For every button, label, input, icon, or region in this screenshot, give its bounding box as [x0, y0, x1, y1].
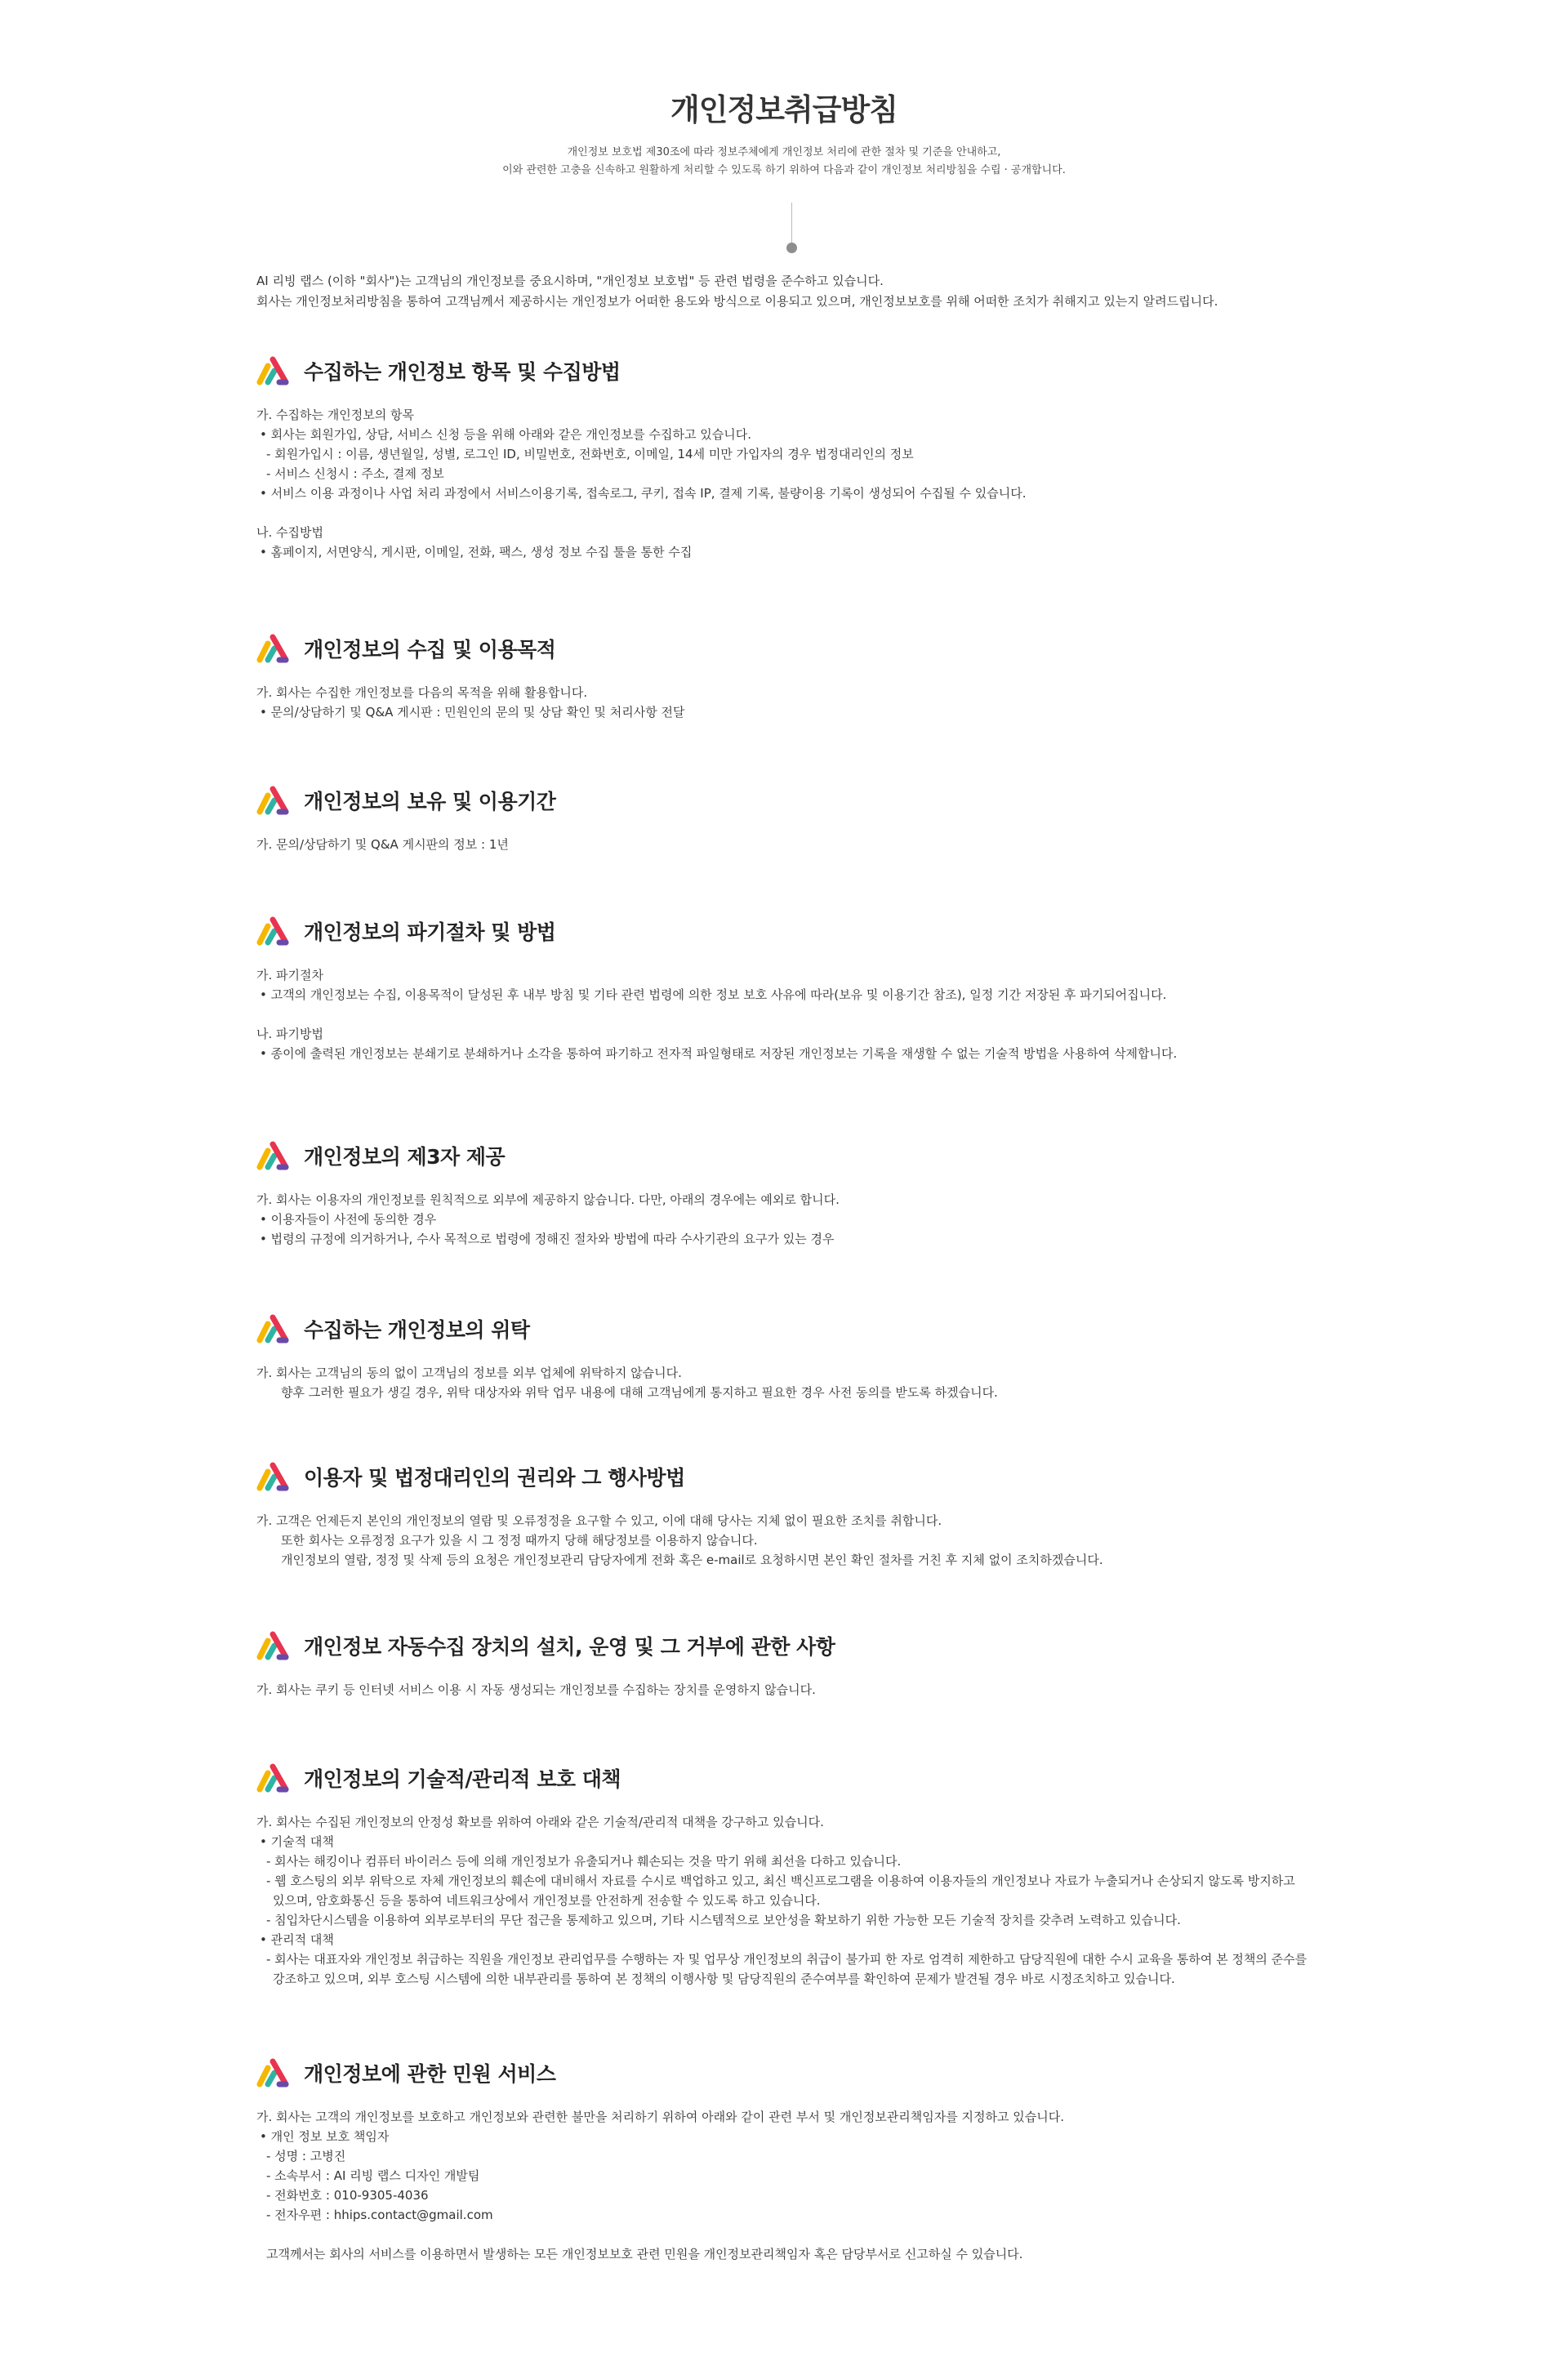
section-body — [256, 1680, 1334, 1700]
section-line: 가. 회사는 고객님의 동의 없이 고객님의 정보를 외부 업체에 위탁하지 않습니다. — [256, 1366, 682, 1380]
spacer — [256, 2225, 1334, 2244]
section-header — [256, 1628, 1334, 1664]
brand-logo-icon — [256, 784, 291, 817]
section-line: • 법령의 규정에 의거하거나, 수사 목적으로 법령에 정해진 절차와 방법에 따라 수사기관의 요구가 있는 경우 — [260, 1232, 835, 1246]
brand-logo-icon — [256, 632, 291, 665]
brand-logo-icon — [256, 1762, 291, 1794]
section-line: 가. 회사는 수집한 개인정보를 다음의 목적을 위해 활용합니다. — [256, 685, 588, 700]
section-line: 있으며, 암호화통신 등을 통하여 네트워크상에서 개인정보를 안전하게 전송할 수 있도록 하고 있습니다. — [273, 1893, 821, 1908]
section-line: 나. 수집방법 — [256, 525, 323, 540]
header-divider-line — [791, 203, 792, 243]
policy-section — [256, 631, 1334, 722]
section-title: 개인정보의 제3자 제공 — [304, 1145, 506, 1169]
section-header — [256, 1138, 1334, 1174]
section-line: - 소속부서 : AI 리빙 랩스 디자인 개발팀 — [266, 2168, 480, 2183]
section-body — [256, 405, 1334, 562]
section-line: 가. 회사는 이용자의 개인정보를 원칙적으로 외부에 제공하지 않습니다. 다만, 아래의 경우에는 예외로 합니다. — [256, 1192, 840, 1207]
section-line: • 기술적 대책 — [260, 1834, 334, 1849]
intro-line: 회사는 개인정보처리방침을 통하여 고객님께서 제공하시는 개인정보가 어떠한 용도와 방식으로 이용되고 있으며, 개인정보보호를 위해 어떠한 조치가 취해지고 있는지 알려드립니다. — [256, 294, 1218, 309]
brand-logo-icon — [256, 1460, 291, 1493]
section-title: 개인정보의 수집 및 이용목적 — [304, 638, 556, 662]
section-title: 개인정보에 관한 민원 서비스 — [304, 2062, 556, 2086]
section-line: - 회사는 해킹이나 컴퓨터 바이러스 등에 의해 개인정보가 유출되거나 훼손되는 것을 막기 위해 최선을 다하고 있습니다. — [266, 1854, 902, 1869]
spacer — [256, 1005, 1334, 1024]
brand-logo-icon — [256, 1312, 291, 1345]
brand-logo-icon — [256, 354, 291, 387]
section-line: • 홈페이지, 서면양식, 게시판, 이메일, 전화, 팩스, 생성 정보 수집 툴을 통한 수집 — [260, 545, 693, 559]
section-body — [256, 965, 1334, 1063]
section-line: - 전화번호 : 010-9305-4036 — [266, 2188, 429, 2203]
section-line: - 성명 : 고병진 — [266, 2149, 346, 2163]
header-divider-dot — [786, 243, 797, 253]
spacer — [256, 503, 1334, 523]
section-line: 가. 회사는 쿠키 등 인터넷 서비스 이용 시 자동 생성되는 개인정보를 수집하는 장치를 운영하지 않습니다. — [256, 1682, 816, 1697]
section-line: - 회사는 대표자와 개인정보 취급하는 직원을 개인정보 관리업무를 수행하는 자 및 업무상 개인정보의 취급이 불가피 한 자로 엄격히 제한하고 담당직원에 대한 수시 교육을 통하여 본 정책의 준수를 — [266, 1952, 1307, 1967]
section-line: 가. 파기절차 — [256, 968, 323, 983]
section-line: 또한 회사는 오류정정 요구가 있을 시 그 정정 때까지 당해 해당정보를 이용하지 않습니다. — [281, 1533, 758, 1548]
section-line: • 고객의 개인정보는 수집, 이용목적이 달성된 후 내부 방침 및 기타 관련 법령에 의한 정보 보호 사유에 따라(보유 및 이용기간 참조), 일정 기간 저장된 후 파기되어집니다. — [260, 987, 1167, 1002]
section-title: 개인정보의 파기절차 및 방법 — [304, 920, 556, 944]
section-header — [256, 2055, 1334, 2091]
section-line: - 회원가입시 : 이름, 생년월일, 성별, 로그인 ID, 비밀번호, 전화번호, 이메일, 14세 미만 가입자의 경우 법정대리인의 정보 — [266, 447, 914, 461]
policy-section — [256, 782, 1334, 854]
section-line: • 종이에 출력된 개인정보는 분쇄기로 분쇄하거나 소각을 통하여 파기하고 전자적 파일형태로 저장된 개인정보는 기록을 재생할 수 없는 기술적 방법을 사용하여 삭제합니다. — [260, 1046, 1178, 1061]
section-header — [256, 353, 1334, 389]
section-header — [256, 1311, 1334, 1347]
subtitle-line: 이와 관련한 고충을 신속하고 원활하게 처리할 수 있도록 하기 위하여 다음과 같이 개인정보 처리방침을 수립 · 공개합니다. — [502, 164, 1066, 176]
section-title: 수집하는 개인정보 항목 및 수집방법 — [304, 360, 621, 384]
section-body — [256, 683, 1334, 722]
section-line: 나. 파기방법 — [256, 1027, 323, 1041]
section-body — [256, 1812, 1334, 1989]
policy-section — [256, 1311, 1334, 1402]
section-header — [256, 913, 1334, 949]
section-line: 강조하고 있으며, 외부 호스팅 시스템에 의한 내부관리를 통하여 본 정책의 이행사항 및 담당직원의 준수여부를 확인하여 문제가 발견될 경우 바로 시정조치하고 있습니다. — [273, 1972, 1175, 1986]
section-line: 가. 수집하는 개인정보의 항목 — [256, 408, 414, 422]
section-line: 고객께서는 회사의 서비스를 이용하면서 발생하는 모든 개인정보보호 관련 민원을 개인정보관리책임자 혹은 담당부서로 신고하실 수 있습니다. — [266, 2247, 1023, 2261]
section-line: • 문의/상담하기 및 Q&A 게시판 : 민원인의 문의 및 상담 확인 및 처리사항 전달 — [260, 705, 685, 720]
section-title: 수집하는 개인정보의 위탁 — [304, 1318, 530, 1342]
subtitle-line: 개인정보 보호법 제30조에 따라 정보주체에게 개인정보 처리에 관한 절차 및 기준을 안내하고, — [567, 146, 1001, 158]
section-header — [256, 782, 1334, 818]
section-line: - 서비스 신청시 : 주소, 결제 정보 — [266, 466, 444, 481]
section-line: • 개인 정보 보호 책임자 — [260, 2129, 390, 2144]
page-subtitle — [0, 144, 1568, 180]
section-body — [256, 835, 1334, 854]
section-line: - 웹 호스팅의 외부 위탁으로 자체 개인정보의 훼손에 대비해서 자료를 수시로 백업하고 있고, 최신 백신프로그램을 이용하여 이용자들의 개인정보나 자료가 누출되거나 손상되지 않도록 방지하고 — [266, 1874, 1295, 1888]
section-line: 가. 고객은 언제든지 본인의 개인정보의 열람 및 오류정정을 요구할 수 있고, 이에 대해 당사는 지체 없이 필요한 조치를 취합니다. — [256, 1513, 942, 1528]
brand-logo-icon — [256, 2056, 291, 2089]
section-line: • 회사는 회원가입, 상담, 서비스 신청 등을 위해 아래와 같은 개인정보를 수집하고 있습니다. — [260, 427, 752, 442]
section-title: 이용자 및 법정대리인의 권리와 그 행사방법 — [304, 1466, 685, 1490]
page-header — [0, 90, 1568, 180]
section-body — [256, 1511, 1334, 1570]
section-line: • 관리적 대책 — [260, 1932, 334, 1947]
section-line: - 침입차단시스템을 이용하여 외부로부터의 무단 접근을 통제하고 있으며, 기타 시스템적으로 보안성을 확보하기 위한 가능한 모든 기술적 장치를 갖추려 노력하고 있습니다. — [266, 1913, 1181, 1927]
section-title: 개인정보의 보유 및 이용기간 — [304, 790, 556, 813]
section-line: • 이용자들이 사전에 동의한 경우 — [260, 1212, 437, 1227]
page-title: 개인정보취급방침 — [670, 92, 898, 127]
brand-logo-icon — [256, 1139, 291, 1172]
section-line: 가. 문의/상담하기 및 Q&A 게시판의 정보 : 1년 — [256, 837, 509, 852]
brand-logo-icon — [256, 915, 291, 947]
section-line: - 전자우편 : hhips.contact@gmail.com — [266, 2208, 493, 2222]
section-body — [256, 2107, 1334, 2264]
policy-section — [256, 1628, 1334, 1700]
section-line: • 서비스 이용 과정이나 사업 처리 과정에서 서비스이용기록, 접속로그, 쿠키, 접속 IP, 결제 기록, 불량이용 기록이 생성되어 수집될 수 있습니다. — [260, 486, 1027, 501]
section-title: 개인정보 자동수집 장치의 설치, 운영 및 그 거부에 관한 사항 — [304, 1635, 835, 1659]
section-body — [256, 1190, 1334, 1249]
intro-text — [256, 271, 1334, 312]
section-header — [256, 631, 1334, 666]
section-header — [256, 1760, 1334, 1796]
intro-line: AI 리빙 랩스 (이하 "회사")는 고객님의 개인정보를 중요시하며, "개인정보 보호법" 등 관련 법령을 준수하고 있습니다. — [256, 274, 884, 288]
section-line: 가. 회사는 고객의 개인정보를 보호하고 개인정보와 관련한 불만을 처리하기 위하여 아래와 같이 관련 부서 및 개인정보관리책임자를 지정하고 있습니다. — [256, 2110, 1064, 2124]
policy-section — [256, 1760, 1334, 1989]
section-line: 가. 회사는 수집된 개인정보의 안정성 확보를 위하여 아래와 같은 기술적/관리적 대책을 강구하고 있습니다. — [256, 1815, 824, 1829]
section-line: 개인정보의 열람, 정정 및 삭제 등의 요청은 개인정보관리 담당자에게 전화 혹은 e-mail로 요청하시면 본인 확인 절차를 거친 후 지체 없이 조치하겠습니다. — [281, 1553, 1103, 1567]
policy-section — [256, 1459, 1334, 1570]
section-title: 개인정보의 기술적/관리적 보호 대책 — [304, 1767, 621, 1791]
brand-logo-icon — [256, 1629, 291, 1662]
policy-section — [256, 913, 1334, 1063]
policy-section — [256, 2055, 1334, 2264]
policy-section — [256, 1138, 1334, 1249]
section-header — [256, 1459, 1334, 1495]
section-line: 향후 그러한 필요가 생길 경우, 위탁 대상자와 위탁 업무 내용에 대해 고객님에게 통지하고 필요한 경우 사전 동의를 받도록 하겠습니다. — [281, 1385, 998, 1400]
section-body — [256, 1363, 1334, 1402]
policy-section — [256, 353, 1334, 562]
